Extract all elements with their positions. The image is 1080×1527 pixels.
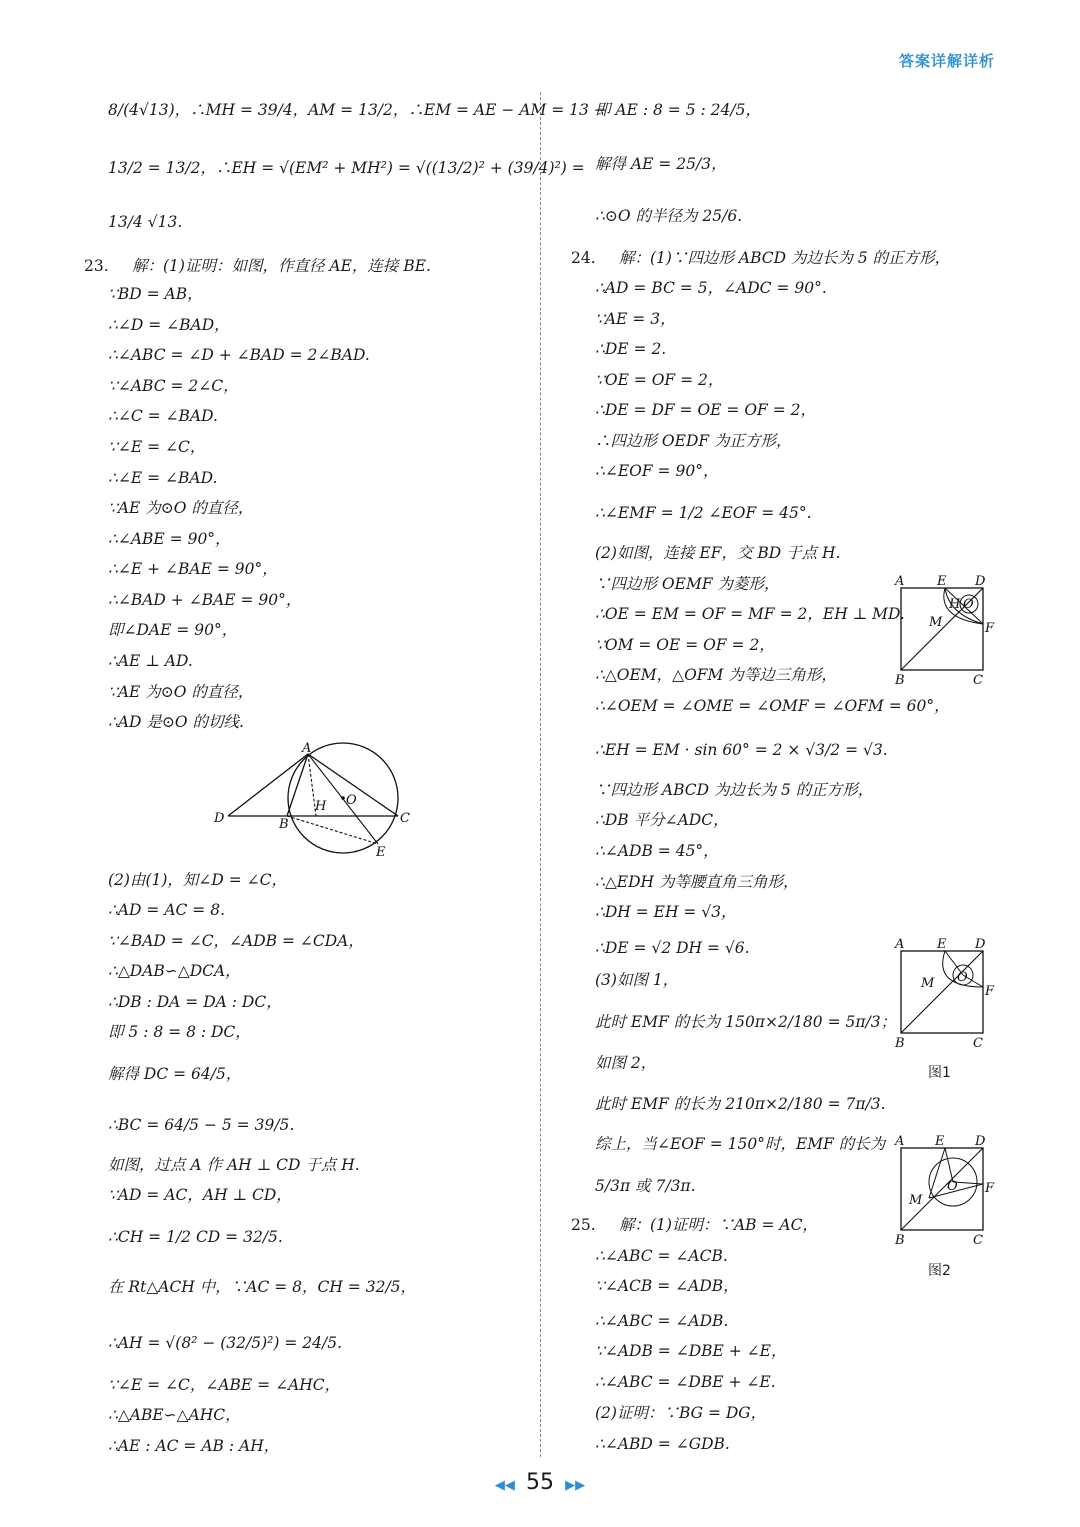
solution-line: ∵∠E = ∠C，∠ABE = ∠AHC， (108, 1376, 341, 1394)
solution-line: ∵AE 为⊙O 的直径， (108, 499, 254, 517)
solution-line: ∴OE = EM = OF = MF = 2，EH ⊥ MD. (595, 605, 905, 623)
solution-line: ∵∠BAD = ∠C，∠ADB = ∠CDA， (108, 932, 364, 950)
solution-line: ∵四边形 ABCD 为边长为 5 的正方形， (595, 781, 874, 799)
solution-line: 即∠DAE = 90°， (108, 621, 238, 639)
fig2-label-O: O (947, 1179, 958, 1194)
solution-line: ∵∠ACB = ∠ADB， (595, 1277, 739, 1295)
fig2-label-B: B (895, 1233, 905, 1248)
solution-line: ∵AD = AC，AH ⊥ CD， (108, 1186, 292, 1204)
solution-line: 综上，当∠EOF = 150°时，EMF 的长为 (595, 1135, 886, 1153)
solution-line: (2)如图，连接 EF，交 BD 于点 H. (595, 544, 841, 562)
solution-line: ∴CH = 1/2 CD = 32/5. (108, 1228, 283, 1246)
solution-line: ∴AD = BC = 5，∠ADC = 90°. (595, 279, 827, 297)
figure-24-fig1-diagram (893, 935, 1003, 1051)
solution-line: ∴∠ABC = ∠D + ∠BAD = 2∠BAD. (108, 346, 370, 364)
solution-line: ∴AE ⊥ AD. (108, 652, 193, 670)
solution-line: ∴BC = 64/5 − 5 = 39/5. (108, 1116, 295, 1134)
solution-line: 解：(1)证明：∵AB = AC， (619, 1216, 818, 1234)
solution-line: 解得 DC = 64/5， (108, 1065, 242, 1083)
problem-number: 24. (571, 249, 596, 267)
solution-line: ∵∠ADB = ∠DBE + ∠E， (595, 1342, 787, 1360)
solution-line: ∴AE : AC = AB : AH， (108, 1437, 280, 1455)
solution-line: 如图 2， (595, 1054, 657, 1072)
solution-line: ∵OE = OF = 2， (595, 371, 724, 389)
prev-arrow-icon: ◀◀ (494, 1478, 515, 1493)
solution-line: 即 AE : 8 = 5 : 24/5， (595, 101, 761, 119)
fig23-label-O: O (346, 793, 357, 808)
solution-line: 即 5 : 8 = 8 : DC， (108, 1023, 251, 1041)
solution-line: ∴∠ABC = ∠ADB. (595, 1312, 729, 1330)
fig1-label-A: A (895, 937, 905, 952)
fig24-label-M: M (929, 615, 943, 630)
fig2-label-D: D (975, 1134, 986, 1149)
fig23-point-O (341, 796, 345, 800)
solution-line: ∴∠EOF = 90°， (595, 462, 719, 480)
solution-line: 此时 EMF 的长为 210π×2/180 = 7π/3. (595, 1095, 886, 1113)
solution-line: ∴∠OEM = ∠OME = ∠OMF = ∠OFM = 60°， (595, 697, 950, 715)
solution-line: (2)由(1)，知∠D = ∠C， (108, 871, 288, 889)
solution-line: ∴∠D = ∠BAD， (108, 316, 230, 334)
fig23-label-B: B (279, 817, 289, 832)
solution-line: ∴∠ABE = 90°， (108, 530, 231, 548)
solution-line: ∵BD = AB， (108, 285, 203, 303)
solution-line: ∴AD 是⊙O 的切线. (108, 713, 244, 731)
figure-24-square-diagram (893, 572, 1003, 688)
fig2-caption: 图2 (928, 1263, 951, 1279)
solution-line: 如图，过点 A 作 AH ⊥ CD 于点 H. (108, 1156, 360, 1174)
fig24-label-C: C (973, 673, 983, 688)
solution-line: ∴∠E + ∠BAE = 90°， (108, 560, 278, 578)
solution-line: ∴∠C = ∠BAD. (108, 407, 218, 425)
fig1-label-F: F (985, 984, 995, 999)
fig24-label-A: A (895, 574, 905, 589)
fig24-label-H: H (949, 597, 961, 612)
fig23-label-H: H (315, 799, 327, 814)
solution-line: ∴DB 平分∠ADC， (595, 811, 729, 829)
fig23-line-DA (228, 754, 308, 816)
fig2-label-A: A (895, 1134, 905, 1149)
solution-line: ∴∠ABD = ∠GDB. (595, 1435, 730, 1453)
solution-line: ∵AE 为⊙O 的直径， (108, 683, 254, 701)
solution-line: ∴DE = DF = OE = OF = 2， (595, 401, 816, 419)
solution-line: ∵OM = OE = OF = 2， (595, 636, 775, 654)
solution-line: 解：(1)证明：如图，作直径 AE，连接 BE. (132, 257, 431, 275)
fig23-label-A: A (302, 741, 312, 756)
fig1-label-D: D (975, 937, 986, 952)
solution-line: ∴△OEM，△OFM 为等边三角形， (595, 666, 837, 684)
fig2-label-C: C (973, 1233, 983, 1248)
solution-line: ∴DE = 2. (595, 340, 667, 358)
solution-line: (3)如图 1， (595, 971, 679, 989)
solution-line: ∵∠E = ∠C， (108, 438, 206, 456)
solution-line: ∴△DAB∽△DCA， (108, 962, 241, 980)
fig2-line-ME (929, 1148, 945, 1198)
solution-line: ∴△EDH 为等腰直角三角形， (595, 873, 799, 891)
solution-line: ∴∠EMF = 1/2 ∠EOF = 45°. (595, 504, 812, 522)
solution-line: 5/3π 或 7/3π. (595, 1177, 696, 1195)
fig1-diagonal-BD (901, 951, 983, 1033)
fig1-label-E: E (937, 937, 947, 952)
solution-line: ∴四边形 OEDF 为正方形， (595, 432, 792, 450)
column-divider (540, 92, 541, 1457)
fig23-label-D: D (214, 811, 225, 826)
solution-line: ∵AE = 3， (595, 310, 676, 328)
fig24-label-B: B (895, 673, 905, 688)
fig1-label-C: C (973, 1036, 983, 1051)
solution-line: ∴⊙O 的半径为 25/6. (595, 207, 743, 225)
solution-line: ∴∠ABC = ∠DBE + ∠E. (595, 1373, 776, 1391)
solution-line: ∴DB : DA = DA : DC， (108, 993, 282, 1011)
fig24-label-D: D (975, 574, 986, 589)
fig24-label-E: E (937, 574, 947, 589)
fig2-line-OE (945, 1148, 953, 1182)
fig24-label-O: O (963, 597, 974, 612)
solution-line: ∴∠ADB = 45°， (595, 842, 719, 860)
fig1-label-M: M (921, 976, 935, 991)
solution-line: 解：(1)∵四边形 ABCD 为边长为 5 的正方形， (619, 249, 951, 267)
solution-line: ∴EH = EM · sin 60° = 2 × √3/2 = √3. (595, 741, 888, 759)
solution-line: 解得 AE = 25/3， (595, 155, 727, 173)
solution-line: 此时 EMF 的长为 150π×2/180 = 5π/3； (595, 1013, 897, 1031)
page-footer (0, 1470, 1080, 1495)
solution-line: ∴∠BAD + ∠BAE = 90°， (108, 591, 302, 609)
fig1-label-B: B (895, 1036, 905, 1051)
solution-line: ∵∠ABC = 2∠C， (108, 377, 239, 395)
fig24-label-F: F (985, 621, 995, 636)
solution-line: ∴AH = √(8² − (32/5)²) = 24/5. (108, 1334, 342, 1352)
fig23-line-BE (287, 816, 378, 844)
solution-line: ∴DH = EH = √3， (595, 903, 737, 921)
page-number: 55 (526, 1470, 554, 1495)
figure-23-circle-diagram (210, 740, 420, 860)
solution-line: ∴∠E = ∠BAD. (108, 469, 218, 487)
fig23-label-C: C (400, 811, 410, 826)
solution-line: 13/4 √13. (108, 213, 183, 231)
next-arrow-icon: ▶▶ (565, 1478, 586, 1493)
solution-line: ∵四边形 OEMF 为菱形， (595, 575, 780, 593)
solution-line: ∴△ABE∽△AHC， (108, 1406, 241, 1424)
solution-line: 13/2 = 13/2，∴EH = √(EM² + MH²) = √((13/2)² + (39/4)²) = (108, 159, 585, 177)
fig2-label-E: E (935, 1134, 945, 1149)
problem-number: 23. (84, 257, 109, 275)
solution-line: ∴AD = AC = 8. (108, 901, 226, 919)
solution-line: (2)证明：∵BG = DG， (595, 1404, 767, 1422)
figure-24-fig2-diagram (893, 1132, 1003, 1248)
fig23-label-E: E (376, 845, 386, 860)
fig2-label-F: F (985, 1181, 995, 1196)
fig1-caption: 图1 (928, 1065, 951, 1081)
solution-line: 8/(4√13)，∴MH = 39/4，AM = 13/2，∴EM = AE − AM = 13 − (108, 101, 607, 119)
page-header-title: 答案详解详析 (898, 52, 995, 70)
solution-line: ∴DE = √2 DH = √6. (595, 939, 750, 957)
fig2-label-M: M (909, 1193, 923, 1208)
fig1-label-O: O (957, 970, 968, 985)
solution-line: 在 Rt△ACH 中，∵AC = 8，CH = 32/5， (108, 1278, 417, 1296)
problem-number: 25. (571, 1216, 596, 1234)
solution-line: ∴∠ABC = ∠ACB. (595, 1247, 728, 1265)
